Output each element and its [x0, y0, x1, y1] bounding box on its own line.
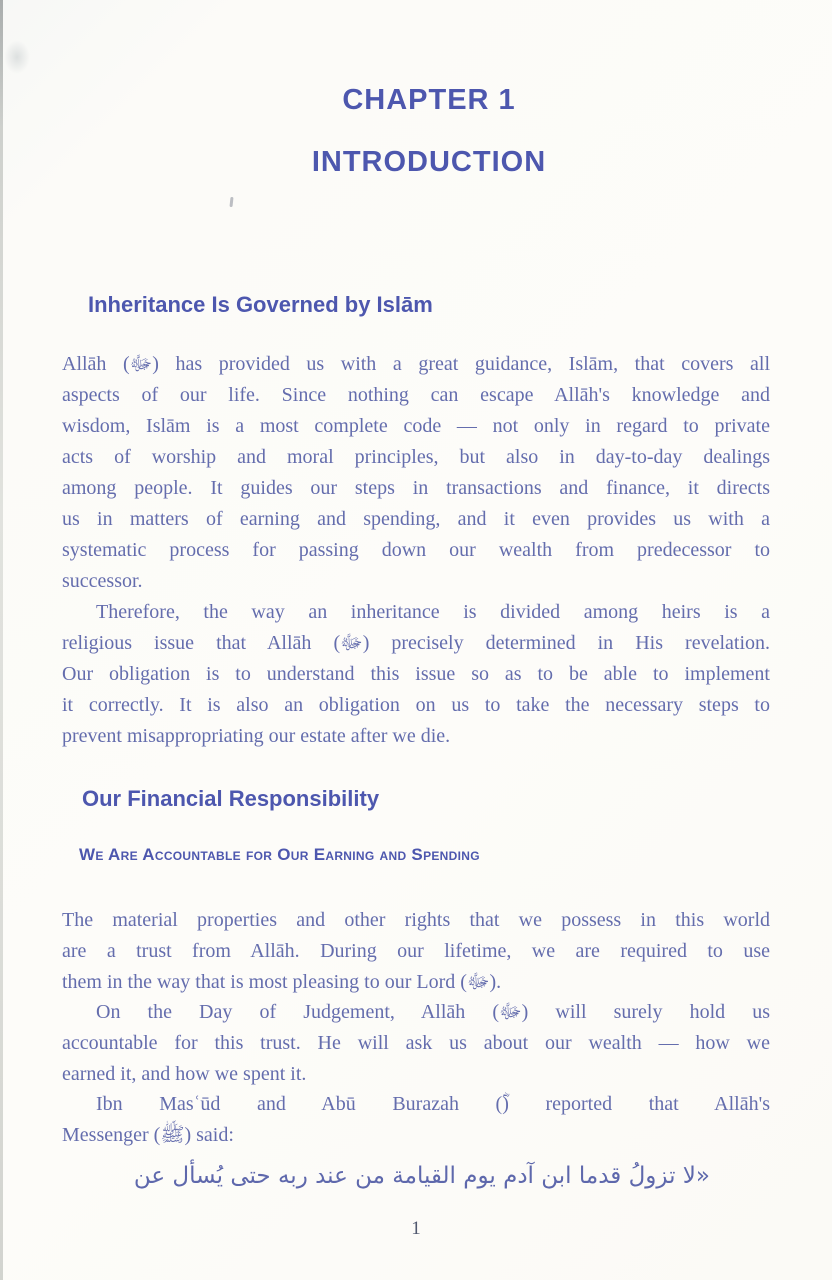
scan-left-edge [0, 0, 3, 1280]
text-line: successor. [62, 570, 143, 592]
text-line: aspects of our life. Since nothing can escape Allāh's knowledge and [62, 384, 770, 406]
text-line: On the Day of Judgement, Allāh (ﷻ) will surely hold us [96, 1001, 770, 1023]
scan-smudge [4, 40, 30, 74]
text-line: Our obligation is to understand this issue so as to be able to implement [62, 663, 770, 685]
text-line: Messenger (ﷺ) said: [62, 1124, 234, 1146]
text-line: acts of worship and moral principles, but also in day-to-day dealings [62, 446, 770, 468]
paragraph-guidance [62, 349, 770, 597]
section-heading-inheritance: Inheritance Is Governed by Islām [88, 292, 433, 317]
chapter-title: INTRODUCTION [311, 146, 547, 178]
text-line: us in matters of earning and spending, and it even provides us with a [62, 508, 770, 530]
text-line: Therefore, the way an inheritance is divided among heirs is a [96, 601, 770, 623]
chapter-heading: CHAPTER 1 [342, 84, 516, 116]
text-line: it correctly. It is also an obligation on us to take the necessary steps to [62, 694, 770, 716]
text-line: The material properties and other rights that we possess in this world [62, 909, 770, 931]
text-line: among people. It guides our steps in transactions and finance, it directs [62, 477, 770, 499]
hadith-arabic: «لا تزولُ قدما ابن آدم يوم القيامة من عند ربه حتى يُسأل عن [133, 1163, 710, 1189]
hadith-arabic-text [62, 1155, 740, 1197]
paragraph-hadith-intro [62, 1089, 770, 1151]
text-line: wisdom, Islām is a most complete code — not only in regard to private [62, 415, 770, 437]
text-line: Allāh (ﷻ) has provided us with a great guidance, Islām, that covers all [62, 353, 770, 375]
text-line: them in the way that is most pleasing to our Lord (ﷻ). [62, 971, 502, 993]
subsection-heading-accountable: We Are Accountable for Our Earning and Spending [79, 845, 480, 864]
text-line: Ibn Masʿūd and Abū Burazah (ؓ) reported that Allāh's [96, 1093, 770, 1115]
section-heading-financial: Our Financial Responsibility [82, 786, 380, 811]
paragraph-inheritance-division [62, 597, 770, 752]
text-line: are a trust from Allāh. During our lifetime, we are required to use [62, 940, 770, 962]
paragraph-judgement [62, 997, 770, 1090]
text-line: religious issue that Allāh (ﷻ) precisely determined in His revelation. [62, 632, 770, 654]
text-line: accountable for this trust. He will ask us about our wealth — how we [62, 1032, 770, 1054]
text-line: prevent misappropriating our estate after we die. [62, 725, 451, 747]
scan-artifact [229, 197, 233, 207]
text-line: systematic process for passing down our wealth from predecessor to [62, 539, 770, 561]
paragraph-trust [62, 905, 770, 998]
text-line: earned it, and how we spent it. [62, 1063, 307, 1085]
page-number: 1 [411, 1218, 421, 1239]
